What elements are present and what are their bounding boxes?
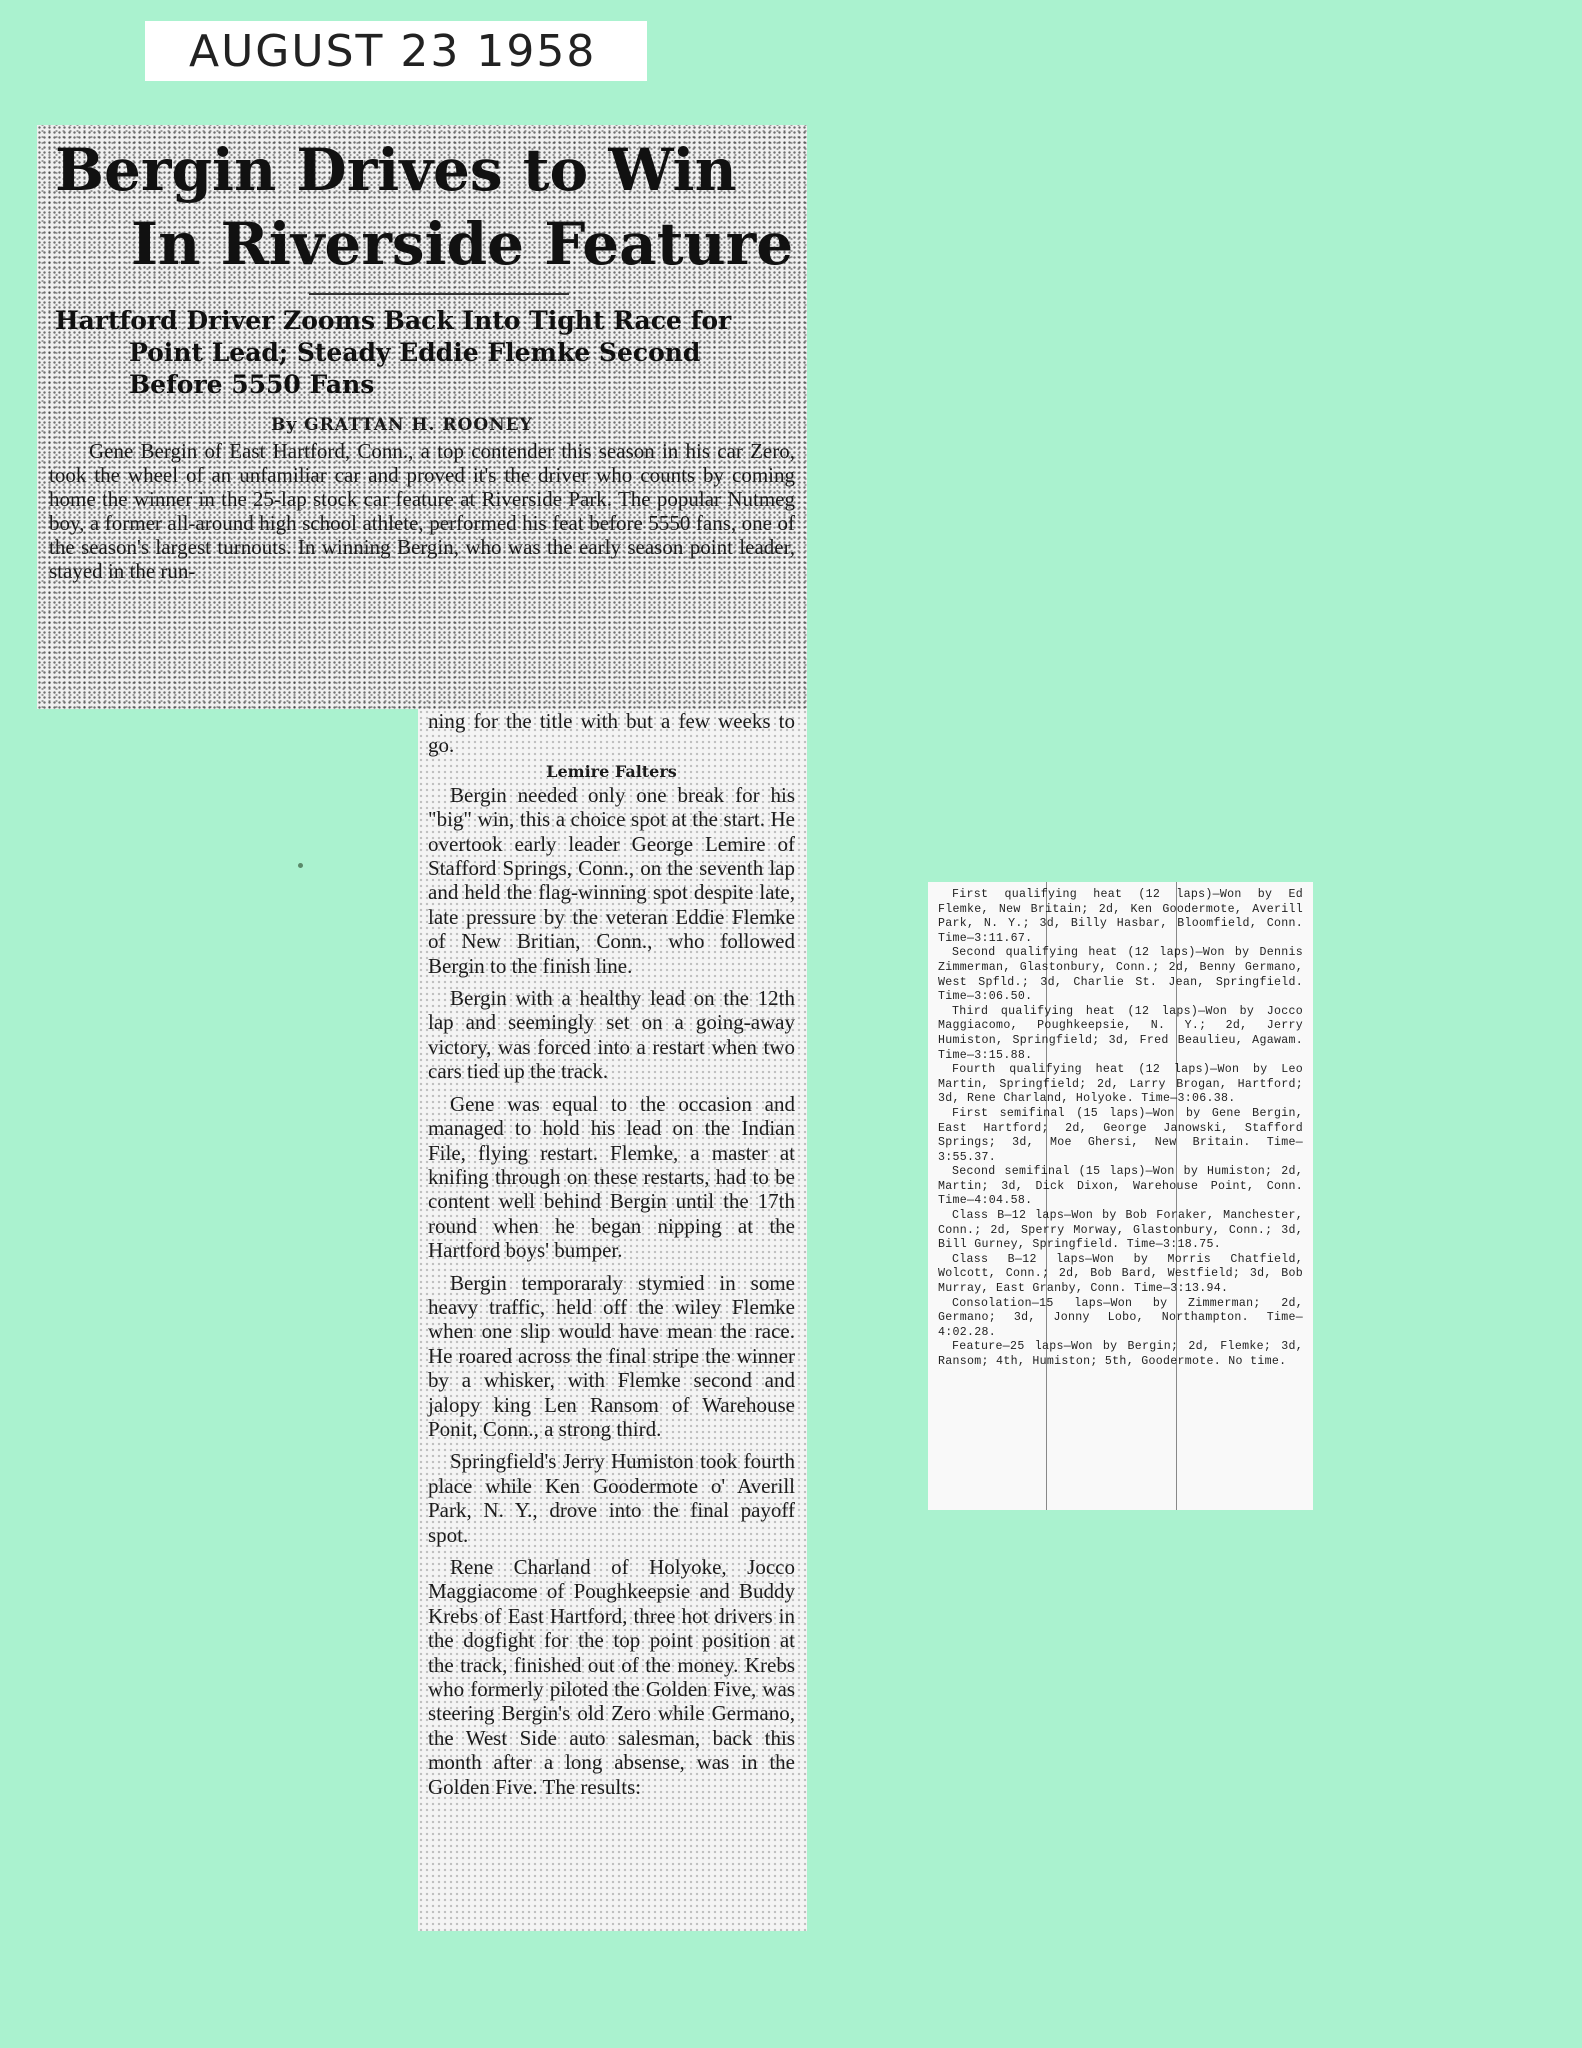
lead-continuation: ning for the title with but a few weeks to go.	[428, 709, 795, 758]
article-clipping-top	[37, 125, 807, 709]
article-paragraph: Bergin temporaraly stymied in some heavy traffic, held off the wiley Flemke when one slip would have mean the race. He roared across the final stripe the winner by a whisker, with Flemke second and jalopy king Len Ransom of Warehouse Ponit, Conn., a strong third.	[428, 1270, 795, 1441]
article-paragraph: Bergin with a healthy lead on the 12th lap and seemingly set on a going-away victory, was forced into a restart when two cars tied up the track.	[428, 986, 795, 1084]
headline-rule	[309, 293, 569, 295]
section-subheading: Lemire Falters	[546, 761, 677, 781]
subhead-line-1: Hartford Driver Zooms Back Into Tight Race for	[55, 306, 732, 335]
subhead	[49, 305, 795, 401]
results-clipping	[928, 882, 1313, 1510]
article-clipping-column	[418, 709, 807, 1931]
headline-line-1: Bergin Drives to Win	[55, 136, 737, 204]
result-entry: Consolation—15 laps—Won by Zimmerman; 2d, Germano; 3d, Jonny Lobo, Northampton. Time—4:02.28.	[938, 1296, 1303, 1339]
headline-line-2: In Riverside Feature	[131, 210, 794, 278]
result-entry: Third qualifying heat (12 laps)—Won by Jocco Maggiacomo, Poughkeepsie, N. Y.; 2d, Jerry Humiston, Springfield; 3d, Fred Beaulieu, Agawam. Time—3:15.88.	[938, 1004, 1303, 1062]
result-entry: Second qualifying heat (12 laps)—Won by Dennis Zimmerman, Glastonbury, Conn.; 2d, Benny Germano, West Spfld.; 3d, Charlie St. Jean, Springfield. Time—3:06.50.	[938, 946, 1303, 1004]
fold-line	[1046, 882, 1047, 1510]
article-paragraph: Rene Charland of Holyoke, Jocco Maggiacome of Poughkeepsie and Buddy Krebs of East Hartford, three hot drivers in the dogfight for the top point position at the track, finished out of the money. Krebs who formerly piloted the Golden Five, was steering Bergin's old Zero while Germano, the West Side auto salesman, back this month after a long absense, was in the Golden Five. The results:	[428, 1555, 795, 1799]
article-paragraph: Gene was equal to the occasion and managed to hold his lead on the Indian File, flying restart. Flemke, a master at knifing through on these restarts, had to be content well behind Bergin until the 17th round when he began nipping at the Hartford boys' bumper.	[428, 1091, 795, 1263]
subhead-line-2: Point Lead; Steady Eddie Flemke Second Before 5550 Fans	[129, 338, 701, 399]
byline: By GRATTAN H. ROONEY	[271, 415, 533, 435]
result-entry: First qualifying heat (12 laps)—Won by Ed Flemke, New Britain; 2d, Ken Goodermote, Averill Park, N. Y.; 3d, Billy Hasbar, Bloomfield, Conn. Time—3:11.67.	[938, 888, 1303, 945]
result-entry: First semifinal (15 laps)—Won by Gene Bergin, East Hartford; 2d, George Janowski, Stafford Springs; 3d, Moe Ghersi, New Britain. Time—3:55.37.	[938, 1106, 1303, 1164]
fold-line	[1176, 882, 1177, 1510]
result-entry: Feature—25 laps—Won by Bergin; 2d, Flemke; 3d, Ransom; 4th, Humiston; 5th, Goodermote. No time.	[938, 1340, 1303, 1368]
lead-paragraph: Gene Bergin of East Hartford, Conn., a top contender this season in his car Zero, took the wheel of an unfamiliar car and proved it's the driver who counts by coming home the winner in the 25-lap stock car feature at Riverside Park. The popular Nutmeg boy, a former all-around high school athlete, performed his feat before 5550 fans, one of the season's largest turnouts. In winning Bergin, who was the early season point leader, stayed in the run-	[49, 439, 795, 583]
article-paragraph: Bergin needed only one break for his "big" win, this a choice spot at the start. He overtook early leader George Lemire of Stafford Springs, Conn., on the seventh lap and held the flag-winning spot despite late, late pressure by the veteran Eddie Flemke of New Britian, Conn., who followed Bergin to the finish line.	[428, 782, 795, 978]
result-entry: Class B—12 laps—Won by Morris Chatfield, Wolcott, Conn.; 2d, Bob Bard, Westfield; 3d, Bob Murray, East Granby, Conn. Time—3:13.94.	[938, 1252, 1303, 1296]
page-speck	[298, 863, 303, 868]
result-entry: Second semifinal (15 laps)—Won by Humiston; 2d, Martin; 3d, Dick Dixon, Warehouse Point, Conn. Time—4:04.58.	[938, 1165, 1303, 1208]
date-label: AUGUST 23 1958	[145, 21, 647, 81]
article-paragraph: Springfield's Jerry Humiston took fourth place while Ken Goodermote o' Averill Park, N. Y., drove into the final payoff spot.	[428, 1449, 795, 1547]
headline	[49, 133, 795, 281]
result-entry: Fourth qualifying heat (12 laps)—Won by Leo Martin, Springfield; 2d, Larry Brogan, Hartford; 3d, Rene Charland, Holyoke. Time—3:06.38.	[938, 1063, 1303, 1106]
result-entry: Class B—12 laps—Won by Bob Foraker, Manchester, Conn.; 2d, Sperry Morway, Glastonbury, Conn.; 3d, Bill Gurney, Springfield. Time—3:18.75.	[938, 1209, 1303, 1252]
